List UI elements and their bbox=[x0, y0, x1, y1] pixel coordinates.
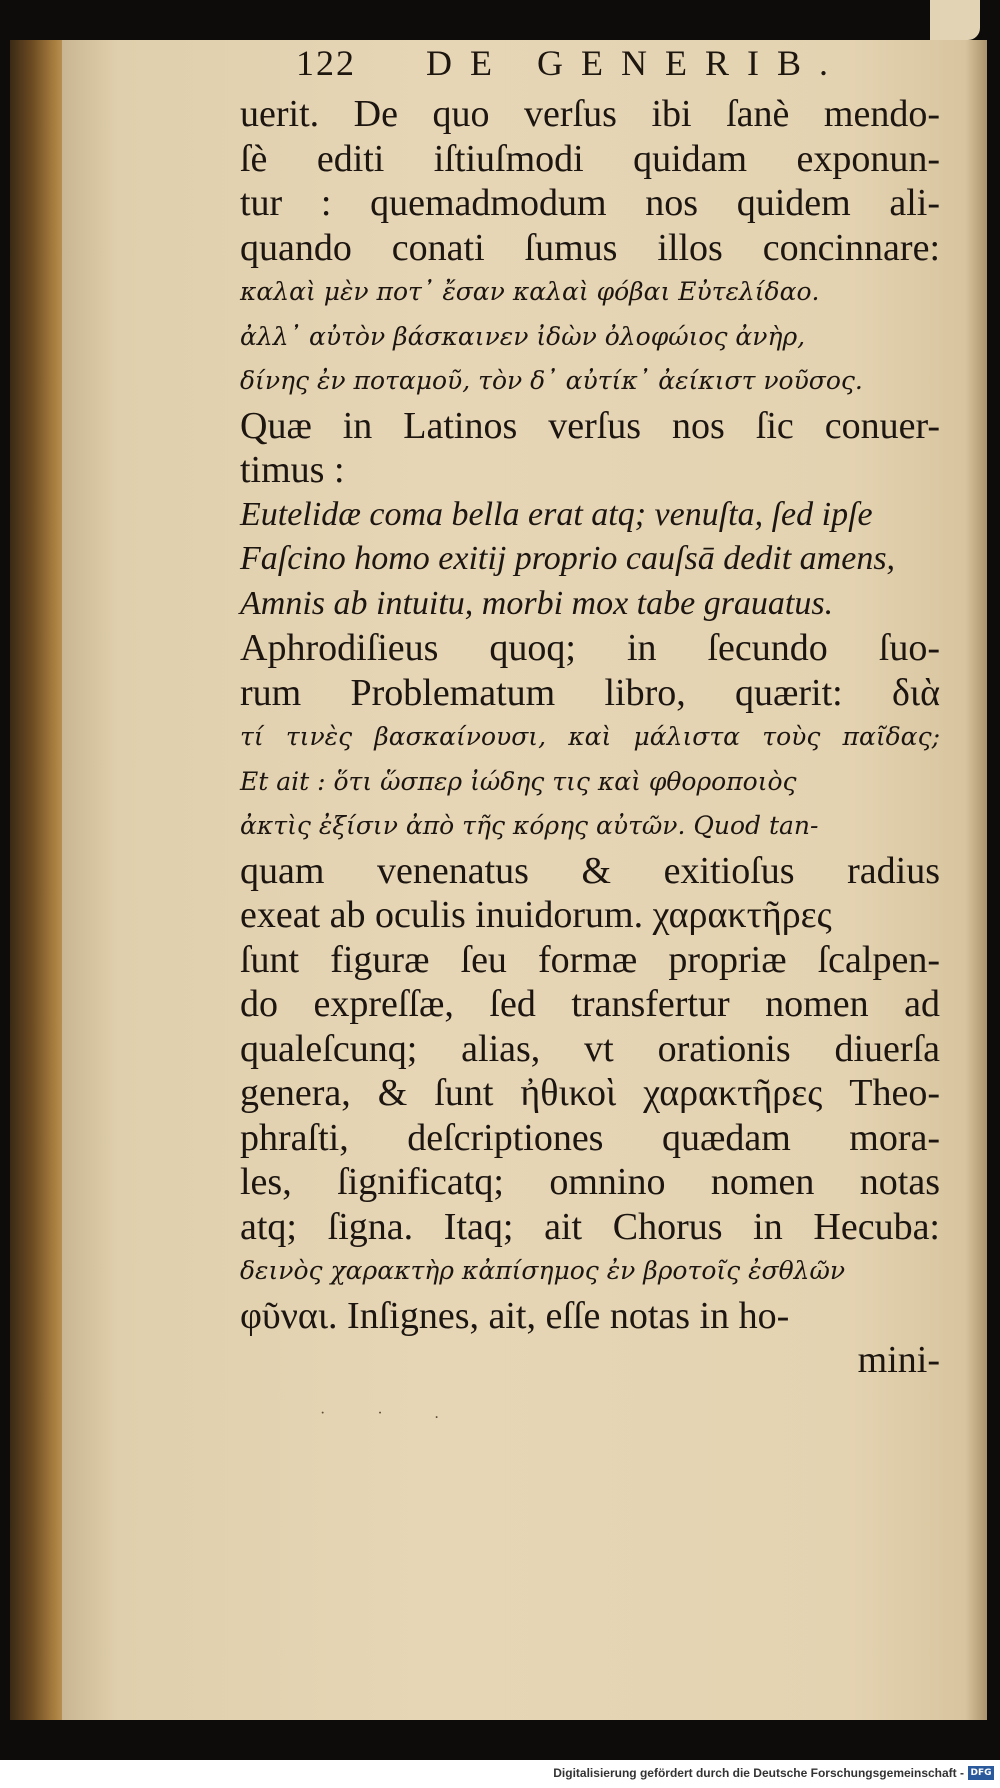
greek-verse-line: καλαὶ μὲν ποτ᾽ ἔσαν καλαὶ φόβαι Εὐτελίδαο. bbox=[240, 277, 820, 306]
greek-text-line: τί τινὲς βασκαίνουσι, καὶ μάλιστα τοὺς παῖδας; bbox=[240, 722, 940, 751]
dfg-logo: DFG bbox=[968, 1766, 994, 1780]
running-title: DE GENERIB. bbox=[426, 43, 846, 83]
text-line: Aphrodiſieus quoq; in ſecundo ſuo- bbox=[240, 627, 940, 669]
greek-verse-line: ἀλλ᾽ αὐτὸν βάσκαινεν ἰδὼν ὀλοφώιος ἀνὴρ, bbox=[240, 321, 806, 351]
body-text bbox=[240, 92, 940, 1383]
latin-verse-line: Eutelidæ coma bella erat atq; venuſta, ſed ipſe bbox=[240, 495, 873, 533]
text-line: ſunt figuræ ſeu formæ propriæ ſcalpen- bbox=[240, 938, 940, 981]
text-line: genera, & ſunt ἠθικοὶ χαρακτῆρες Theo- bbox=[240, 1072, 940, 1114]
page-corner bbox=[930, 0, 980, 40]
text-line: ſè editi iſtiuſmodi quidam exponun- bbox=[240, 137, 940, 180]
page-number: 122 bbox=[296, 43, 356, 83]
funding-credit: Digitalisierung gefördert durch die Deutsche Forschungsgemeinschaft - bbox=[553, 1766, 964, 1780]
text-line: φῦναι. Inſignes, ait, eſſe notas in ho- bbox=[240, 1294, 790, 1337]
catchword: mini- bbox=[857, 1339, 940, 1381]
latin-verse-line: Amnis ab intuitu, morbi mox tabe grauatus. bbox=[240, 584, 834, 622]
text-line: timus : bbox=[240, 449, 345, 491]
latin-verse-line: Faſcino homo exitij proprio cauſsā dedit amens, bbox=[240, 540, 896, 577]
greek-verse-line: δίνης ἐν ποταμοῦ, τὸν δ᾽ αὐτίκ᾽ ἀείκιστ νοῦσος. bbox=[240, 366, 863, 395]
text-line: tur : quemadmodum nos quidem ali- bbox=[240, 182, 940, 224]
text-line: rum Problematum libro, quærit: διὰ bbox=[240, 671, 940, 714]
text-line: quam venenatus & exitioſus radius bbox=[240, 849, 940, 892]
ink-specks: · · . bbox=[320, 1405, 463, 1422]
text-line: phraſti, deſcriptiones quædam mora- bbox=[240, 1116, 940, 1159]
running-head bbox=[230, 42, 930, 92]
greek-text-line: δεινὸς χαρακτὴρ κἀπίσημος ἐν βροτοῖς ἐσθλῶν bbox=[240, 1256, 846, 1285]
text-line: quando conati ſumus illos concinnare: bbox=[240, 226, 940, 269]
greek-text-line: Et ait : ὅτι ὥσπερ ἰώδης τις καὶ φθοροποιὸς bbox=[240, 766, 797, 796]
text-line: uerit. De quo verſus ibi ſanè mendo- bbox=[240, 93, 940, 135]
text-line: les, ſignificatq; omnino nomen notas bbox=[240, 1161, 940, 1203]
text-line: atq; ſigna. Itaq; ait Chorus in Hecuba: bbox=[240, 1205, 940, 1248]
page-edge-shadow bbox=[965, 40, 987, 1720]
text-line: exeat ab oculis inuidorum. χαρακτῆρες bbox=[240, 894, 832, 936]
greek-text-line: ἀκτὶς ἐξίσιν ἀπὸ τῆς κόρης αὐτῶν. Quod tan- bbox=[240, 811, 819, 840]
text-line: qualeſcunq; alias, vt orationis diuerſa bbox=[240, 1027, 940, 1070]
text-line: do expreſſæ, ſed transfertur nomen ad bbox=[240, 983, 940, 1025]
text-line: Quæ in Latinos verſus nos ſic conuer- bbox=[240, 404, 940, 447]
